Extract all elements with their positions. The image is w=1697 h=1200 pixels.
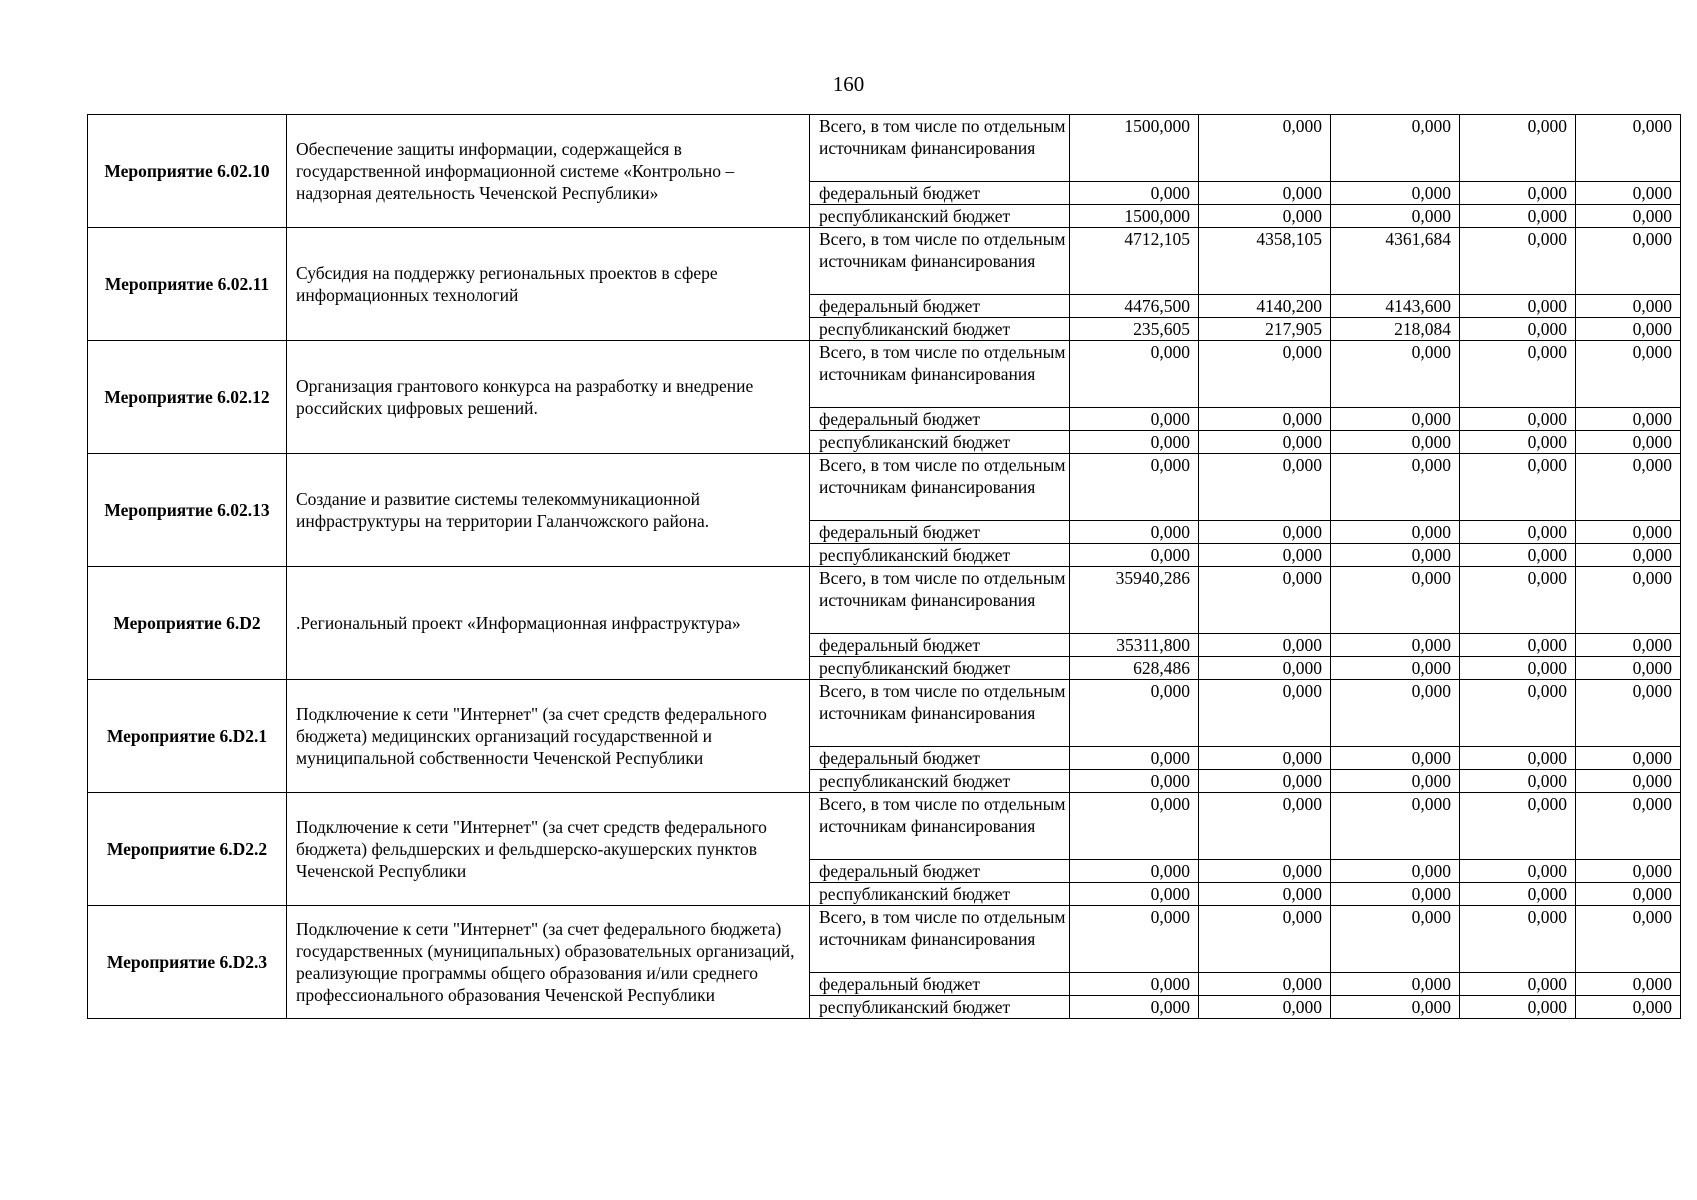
amount-cell: 0,000 bbox=[1070, 454, 1199, 521]
amount-cell: 0,000 bbox=[1460, 544, 1576, 567]
amount-cell: 0,000 bbox=[1199, 431, 1331, 454]
amount-cell: 0,000 bbox=[1331, 747, 1460, 770]
amount-cell: 0,000 bbox=[1460, 634, 1576, 657]
amount-cell: 1500,000 bbox=[1070, 205, 1199, 228]
federal-budget-label: федеральный бюджет bbox=[810, 182, 1070, 205]
federal-budget-label: федеральный бюджет bbox=[810, 295, 1070, 318]
amount-cell: 0,000 bbox=[1576, 860, 1681, 883]
amount-cell: 0,000 bbox=[1576, 115, 1681, 182]
amount-cell: 0,000 bbox=[1199, 793, 1331, 860]
table-row bbox=[88, 793, 1681, 860]
federal-budget-label: федеральный бюджет bbox=[810, 747, 1070, 770]
activity-name: Мероприятие 6.D2.3 bbox=[88, 906, 287, 1019]
amount-cell: 0,000 bbox=[1460, 318, 1576, 341]
amount-cell: 0,000 bbox=[1070, 996, 1199, 1019]
total-financing-label: Всего, в том числе по отдельным источникам финансирования bbox=[810, 341, 1070, 408]
amount-cell: 0,000 bbox=[1070, 793, 1199, 860]
regional-budget-label: республиканский бюджет bbox=[810, 657, 1070, 680]
amount-cell: 0,000 bbox=[1576, 318, 1681, 341]
activity-name: Мероприятие 6.D2.1 bbox=[88, 680, 287, 793]
total-financing-label: Всего, в том числе по отдельным источникам финансирования bbox=[810, 115, 1070, 182]
amount-cell: 0,000 bbox=[1460, 115, 1576, 182]
amount-cell: 0,000 bbox=[1576, 567, 1681, 634]
amount-cell: 0,000 bbox=[1199, 883, 1331, 906]
total-financing-label: Всего, в том числе по отдельным источникам финансирования bbox=[810, 680, 1070, 747]
amount-cell: 4476,500 bbox=[1070, 295, 1199, 318]
amount-cell: 0,000 bbox=[1460, 295, 1576, 318]
amount-cell: 0,000 bbox=[1070, 973, 1199, 996]
amount-cell: 0,000 bbox=[1331, 205, 1460, 228]
table-row bbox=[88, 341, 1681, 408]
table-row bbox=[88, 115, 1681, 182]
amount-cell: 0,000 bbox=[1576, 996, 1681, 1019]
amount-cell: 0,000 bbox=[1199, 973, 1331, 996]
amount-cell: 0,000 bbox=[1460, 567, 1576, 634]
total-financing-label: Всего, в том числе по отдельным источникам финансирования bbox=[810, 454, 1070, 521]
amount-cell: 0,000 bbox=[1460, 205, 1576, 228]
amount-cell: 4712,105 bbox=[1070, 228, 1199, 295]
amount-cell: 0,000 bbox=[1199, 341, 1331, 408]
amount-cell: 0,000 bbox=[1331, 115, 1460, 182]
amount-cell: 4140,200 bbox=[1199, 295, 1331, 318]
amount-cell: 1500,000 bbox=[1070, 115, 1199, 182]
page-number: 160 bbox=[832, 72, 865, 96]
regional-budget-label: республиканский бюджет bbox=[810, 544, 1070, 567]
federal-budget-label: федеральный бюджет bbox=[810, 521, 1070, 544]
amount-cell: 0,000 bbox=[1199, 680, 1331, 747]
amount-cell: 0,000 bbox=[1070, 408, 1199, 431]
amount-cell: 0,000 bbox=[1199, 205, 1331, 228]
amount-cell: 0,000 bbox=[1576, 634, 1681, 657]
amount-cell: 0,000 bbox=[1331, 793, 1460, 860]
activity-description: Субсидия на поддержку региональных проектов в сфере информационных технологий bbox=[287, 228, 810, 341]
amount-cell: 0,000 bbox=[1576, 973, 1681, 996]
amount-cell: 0,000 bbox=[1576, 408, 1681, 431]
activity-name: Мероприятие 6.D2 bbox=[88, 567, 287, 680]
amount-cell: 0,000 bbox=[1460, 228, 1576, 295]
amount-cell: 0,000 bbox=[1199, 770, 1331, 793]
amount-cell: 0,000 bbox=[1460, 906, 1576, 973]
table-row bbox=[88, 680, 1681, 747]
table-row bbox=[88, 567, 1681, 634]
amount-cell: 0,000 bbox=[1576, 793, 1681, 860]
amount-cell: 0,000 bbox=[1331, 634, 1460, 657]
amount-cell: 0,000 bbox=[1460, 408, 1576, 431]
amount-cell: 0,000 bbox=[1070, 770, 1199, 793]
amount-cell: 0,000 bbox=[1070, 906, 1199, 973]
amount-cell: 0,000 bbox=[1576, 431, 1681, 454]
table-row bbox=[88, 454, 1681, 521]
amount-cell: 0,000 bbox=[1576, 657, 1681, 680]
amount-cell: 0,000 bbox=[1199, 996, 1331, 1019]
amount-cell: 0,000 bbox=[1070, 747, 1199, 770]
amount-cell: 0,000 bbox=[1331, 680, 1460, 747]
amount-cell: 0,000 bbox=[1331, 341, 1460, 408]
amount-cell: 0,000 bbox=[1070, 182, 1199, 205]
amount-cell: 0,000 bbox=[1460, 182, 1576, 205]
total-financing-label: Всего, в том числе по отдельным источникам финансирования bbox=[810, 906, 1070, 973]
amount-cell: 0,000 bbox=[1576, 182, 1681, 205]
amount-cell: 0,000 bbox=[1460, 341, 1576, 408]
amount-cell: 0,000 bbox=[1331, 657, 1460, 680]
amount-cell: 0,000 bbox=[1199, 747, 1331, 770]
amount-cell: 0,000 bbox=[1331, 408, 1460, 431]
amount-cell: 0,000 bbox=[1199, 657, 1331, 680]
amount-cell: 0,000 bbox=[1576, 454, 1681, 521]
regional-budget-label: республиканский бюджет bbox=[810, 431, 1070, 454]
amount-cell: 0,000 bbox=[1576, 747, 1681, 770]
amount-cell: 0,000 bbox=[1460, 883, 1576, 906]
amount-cell: 0,000 bbox=[1199, 634, 1331, 657]
amount-cell: 218,084 bbox=[1331, 318, 1460, 341]
amount-cell: 35940,286 bbox=[1070, 567, 1199, 634]
amount-cell: 0,000 bbox=[1199, 115, 1331, 182]
amount-cell: 0,000 bbox=[1576, 906, 1681, 973]
total-financing-label: Всего, в том числе по отдельным источникам финансирования bbox=[810, 793, 1070, 860]
total-financing-label: Всего, в том числе по отдельным источникам финансирования bbox=[810, 567, 1070, 634]
federal-budget-label: федеральный бюджет bbox=[810, 634, 1070, 657]
activity-description: Обеспечение защиты информации, содержащейся в государственной информационной системе «Контрольно – надзорная деятельность Чеченской Республики» bbox=[287, 115, 810, 228]
amount-cell: 0,000 bbox=[1199, 906, 1331, 973]
amount-cell: 0,000 bbox=[1460, 973, 1576, 996]
activity-description: Организация грантового конкурса на разработку и внедрение российских цифровых решений. bbox=[287, 341, 810, 454]
amount-cell: 217,905 bbox=[1199, 318, 1331, 341]
amount-cell: 0,000 bbox=[1576, 544, 1681, 567]
amount-cell: 0,000 bbox=[1331, 770, 1460, 793]
amount-cell: 0,000 bbox=[1460, 431, 1576, 454]
regional-budget-label: республиканский бюджет bbox=[810, 996, 1070, 1019]
amount-cell: 0,000 bbox=[1460, 454, 1576, 521]
amount-cell: 0,000 bbox=[1070, 883, 1199, 906]
regional-budget-label: республиканский бюджет bbox=[810, 883, 1070, 906]
activity-description: Подключение к сети "Интернет" (за счет средств федерального бюджета) фельдшерских и фельдшерско-акушерских пунктов Чеченской Республики bbox=[287, 793, 810, 906]
amount-cell: 0,000 bbox=[1576, 770, 1681, 793]
amount-cell: 0,000 bbox=[1199, 544, 1331, 567]
activity-name: Мероприятие 6.02.13 bbox=[88, 454, 287, 567]
activity-description: Подключение к сети "Интернет" (за счет федерального бюджета) государственных (муниципальных) образовательных организаций, реализующие программы общего образования и/или среднего профессионального образования Чеченской Республики bbox=[287, 906, 810, 1019]
amount-cell: 0,000 bbox=[1331, 521, 1460, 544]
amount-cell: 0,000 bbox=[1199, 860, 1331, 883]
amount-cell: 0,000 bbox=[1331, 182, 1460, 205]
activity-description: .Региональный проект «Информационная инфраструктура» bbox=[287, 567, 810, 680]
amount-cell: 0,000 bbox=[1460, 860, 1576, 883]
activity-description: Создание и развитие системы телекоммуникационной инфраструктуры на территории Галанчожского района. bbox=[287, 454, 810, 567]
amount-cell: 0,000 bbox=[1199, 567, 1331, 634]
amount-cell: 35311,800 bbox=[1070, 634, 1199, 657]
amount-cell: 0,000 bbox=[1576, 205, 1681, 228]
amount-cell: 0,000 bbox=[1199, 521, 1331, 544]
amount-cell: 4361,684 bbox=[1331, 228, 1460, 295]
activity-name: Мероприятие 6.02.12 bbox=[88, 341, 287, 454]
amount-cell: 0,000 bbox=[1331, 431, 1460, 454]
amount-cell: 0,000 bbox=[1576, 883, 1681, 906]
amount-cell: 0,000 bbox=[1460, 657, 1576, 680]
amount-cell: 0,000 bbox=[1070, 680, 1199, 747]
amount-cell: 0,000 bbox=[1070, 860, 1199, 883]
amount-cell: 4143,600 bbox=[1331, 295, 1460, 318]
amount-cell: 0,000 bbox=[1576, 341, 1681, 408]
amount-cell: 0,000 bbox=[1331, 973, 1460, 996]
federal-budget-label: федеральный бюджет bbox=[810, 973, 1070, 996]
amount-cell: 4358,105 bbox=[1199, 228, 1331, 295]
amount-cell: 235,605 bbox=[1070, 318, 1199, 341]
federal-budget-label: федеральный бюджет bbox=[810, 408, 1070, 431]
amount-cell: 0,000 bbox=[1331, 567, 1460, 634]
total-financing-label: Всего, в том числе по отдельным источникам финансирования bbox=[810, 228, 1070, 295]
amount-cell: 0,000 bbox=[1331, 883, 1460, 906]
amount-cell: 0,000 bbox=[1331, 860, 1460, 883]
amount-cell: 0,000 bbox=[1460, 521, 1576, 544]
amount-cell: 628,486 bbox=[1070, 657, 1199, 680]
amount-cell: 0,000 bbox=[1070, 521, 1199, 544]
budget-table bbox=[87, 114, 1681, 1019]
regional-budget-label: республиканский бюджет bbox=[810, 205, 1070, 228]
activity-name: Мероприятие 6.D2.2 bbox=[88, 793, 287, 906]
amount-cell: 0,000 bbox=[1460, 770, 1576, 793]
amount-cell: 0,000 bbox=[1576, 680, 1681, 747]
activity-name: Мероприятие 6.02.11 bbox=[88, 228, 287, 341]
activity-name: Мероприятие 6.02.10 bbox=[88, 115, 287, 228]
amount-cell: 0,000 bbox=[1070, 544, 1199, 567]
amount-cell: 0,000 bbox=[1460, 793, 1576, 860]
amount-cell: 0,000 bbox=[1576, 295, 1681, 318]
amount-cell: 0,000 bbox=[1199, 454, 1331, 521]
amount-cell: 0,000 bbox=[1331, 454, 1460, 521]
federal-budget-label: федеральный бюджет bbox=[810, 860, 1070, 883]
amount-cell: 0,000 bbox=[1576, 228, 1681, 295]
amount-cell: 0,000 bbox=[1331, 544, 1460, 567]
regional-budget-label: республиканский бюджет bbox=[810, 318, 1070, 341]
amount-cell: 0,000 bbox=[1070, 341, 1199, 408]
amount-cell: 0,000 bbox=[1070, 431, 1199, 454]
table-row bbox=[88, 228, 1681, 295]
amount-cell: 0,000 bbox=[1460, 680, 1576, 747]
amount-cell: 0,000 bbox=[1331, 996, 1460, 1019]
amount-cell: 0,000 bbox=[1199, 182, 1331, 205]
table-row bbox=[88, 906, 1681, 973]
activity-description: Подключение к сети "Интернет" (за счет средств федерального бюджета) медицинских организаций государственной и муниципальной собственности Чеченской Республики bbox=[287, 680, 810, 793]
amount-cell: 0,000 bbox=[1199, 408, 1331, 431]
regional-budget-label: республиканский бюджет bbox=[810, 770, 1070, 793]
amount-cell: 0,000 bbox=[1576, 521, 1681, 544]
amount-cell: 0,000 bbox=[1460, 747, 1576, 770]
amount-cell: 0,000 bbox=[1460, 996, 1576, 1019]
amount-cell: 0,000 bbox=[1331, 906, 1460, 973]
